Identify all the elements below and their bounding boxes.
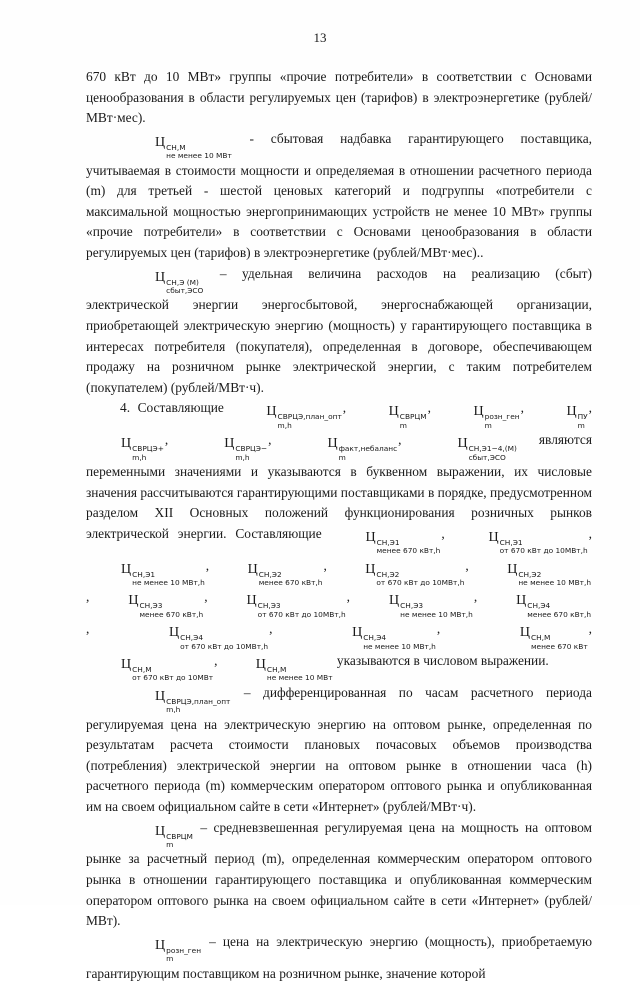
symbol-indices <box>139 602 203 619</box>
page-number: 13 <box>313 30 327 45</box>
tariff-symbol <box>213 593 346 619</box>
tariff-symbol <box>318 625 436 651</box>
symbol-indices <box>527 602 591 619</box>
symbol-base: Ц <box>121 436 132 452</box>
symbol-superscript: СВРЦЭ+ <box>132 444 164 454</box>
symbol-base: Ц <box>155 937 166 953</box>
tariff-symbol <box>486 625 588 651</box>
symbol-indices <box>132 571 205 588</box>
symbol-base: Ц <box>155 823 166 839</box>
symbol-base: Ц <box>516 593 527 609</box>
symbol-subscript: не менее 10 МВт <box>266 673 333 683</box>
tariff-symbol <box>121 270 203 296</box>
symbol-superscript: СН,М <box>166 142 186 152</box>
symbol-subscript: менее 670 кВт <box>530 641 588 651</box>
symbol-subscript: m <box>484 420 492 430</box>
symbol-subscript: менее 670 кВт,h <box>376 546 441 556</box>
symbol-subscript: не менее 10 МВт,h <box>132 577 205 587</box>
symbol-superscript: СВРЦМ <box>399 412 427 422</box>
constant-symbol-list: Ц СН,Э1 менее 670 кВт,h , Ц СН,Э1 от 670 кВт до 10МВт,h , Ц СН,Э1 не менее 10 МВт,h , Ц СН,Э2 менее 670 кВт,h , Ц СН,Э2 от 670 кВт до 10МВт,h , Ц СН,Э2 не менее 10 МВт,h , Ц СН,Э3 менее 670 кВт,h , Ц СН,Э3 от 670 кВт до 10МВт,h , Ц СН,Э3 не менее 10 МВт,h , Ц СН,Э4 менее 670 кВт,h , Ц СН,Э4 от 670 кВт до 10МВт,h , Ц СН,Э4 не менее 10 МВт,h , Ц СН,М менее 670 кВт , Ц СН,М от 670 кВт до 10МВт , Ц СН,М не менее 10 МВт <box>86 525 593 683</box>
symbol-indices <box>258 602 346 619</box>
symbol-superscript: СН,М <box>132 665 152 674</box>
symbol-base: Ц <box>566 404 577 420</box>
symbol-indices <box>267 666 333 683</box>
tariff-symbol <box>135 625 268 651</box>
paragraph-text: - сбытовая надбавка гарантирующего поставщика, учитываемая в стоимости мощности и определяемая в отношении расчетного периода (m) для третьей - шестой ценовых категорий и подгруппы «потребители с максимальной мощностью энергопринимающих устройств не менее 10 МВт» группы «прочие потребители» в соответствии с Основами ценообразования в области регулируемых цен (тарифов) в электроэнергетике (рублей/МВт·мес).. <box>86 130 592 260</box>
symbol-indices <box>485 413 520 430</box>
symbol-subscript: m <box>577 420 585 430</box>
symbol-indices <box>180 634 268 651</box>
symbol-base: Ц <box>247 561 258 577</box>
tariff-symbol <box>190 436 267 462</box>
symbol-base: Ц <box>473 404 484 420</box>
symbol-base: Ц <box>365 529 376 545</box>
symbol-subscript: не менее 10 МВт <box>166 151 232 161</box>
paragraph <box>86 129 592 264</box>
tariff-symbol <box>482 593 591 619</box>
symbol-base: Ц <box>519 625 530 641</box>
symbol-base: Ц <box>155 134 166 150</box>
symbol-subscript: m <box>166 840 174 849</box>
tariff-symbol <box>355 404 427 430</box>
symbol-indices <box>400 413 427 430</box>
symbol-subscript: менее 670 кВт,h <box>139 609 204 619</box>
symbol-subscript: менее 670 кВт,h <box>527 609 592 619</box>
symbol-subscript: сбыт,ЭСО <box>166 285 204 295</box>
symbol-subscript: сбыт,ЭСО <box>468 452 506 462</box>
tariff-symbol <box>331 562 464 588</box>
symbol-subscript: m <box>166 954 174 964</box>
symbol-base: Ц <box>488 529 499 545</box>
symbol-superscript: СН,Э2 <box>518 569 542 579</box>
symbol-subscript: не менее 10 МВт,h <box>518 577 592 587</box>
symbol-subscript: m,h <box>166 705 181 715</box>
symbol-indices <box>500 539 588 556</box>
symbol-base: Ц <box>389 593 400 609</box>
symbol-superscript: СВРЦЭ− <box>235 444 268 454</box>
tariff-symbol <box>222 657 333 683</box>
symbol-indices <box>469 445 517 462</box>
symbol-superscript: СВРЦЭ,план_опт <box>277 412 342 422</box>
paragraph <box>86 818 592 932</box>
tariff-symbol <box>423 436 516 462</box>
symbol-base: Ц <box>128 593 139 609</box>
tariff-symbol <box>355 593 473 619</box>
symbol-base: Ц <box>388 404 399 420</box>
symbol-indices <box>235 445 267 462</box>
tariff-symbol <box>214 562 323 588</box>
tariff-symbol <box>455 530 588 556</box>
symbol-base: Ц <box>224 436 235 452</box>
symbol-superscript: СН,Э1 <box>132 569 156 579</box>
symbol-subscript: m,h <box>277 420 292 430</box>
symbol-base: Ц <box>246 593 257 609</box>
symbol-superscript: СВРЦМ <box>166 831 193 841</box>
paragraph-text: являются переменными значениями и указываются в буквенном выражении, их числовые значения рассчитываются гарантирующими поставщиками в порядке, предусмотренном разделом XII Основных положений функционирования розничных рынков электрической энергии. Составляющие <box>86 432 592 541</box>
tariff-symbol <box>532 404 587 430</box>
paragraph <box>86 932 592 984</box>
symbol-subscript: от 670 кВт до 10МВт <box>132 673 214 683</box>
symbol-indices <box>166 947 201 964</box>
symbol-base: Ц <box>155 688 166 704</box>
symbol-superscript: розн_ген <box>484 412 520 422</box>
tariff-symbol <box>473 562 591 588</box>
symbol-indices <box>377 539 441 556</box>
paragraph-text: указываются в числовом выражении. <box>333 653 549 668</box>
symbol-indices <box>531 634 588 651</box>
symbol-indices <box>259 571 323 588</box>
tariff-symbol <box>232 404 341 430</box>
symbol-superscript: СН,Э1 <box>376 537 400 547</box>
symbol-subscript: m <box>399 420 407 430</box>
symbol-indices <box>363 634 436 651</box>
symbol-subscript: от 670 кВт до 10МВт,h <box>257 609 346 619</box>
symbol-indices <box>166 698 230 715</box>
symbol-base: Ц <box>121 657 132 672</box>
document-body <box>86 67 592 984</box>
paragraph: 670 кВт до 10 МВт» группы «прочие потребители» в соответствии с Основами ценообразования в области регулируемых цен (тарифов) в электроэнергетике (рублей/МВт·мес). <box>86 69 592 126</box>
symbol-superscript: СН,Э3 <box>139 601 163 611</box>
paragraph <box>86 264 592 399</box>
symbol-base: Ц <box>352 625 363 641</box>
symbol-indices <box>166 144 232 161</box>
symbol-subscript: от 670 кВт до 10МВт,h <box>499 546 588 556</box>
symbol-indices <box>166 833 193 850</box>
paragraph-text: 4. Составляющие <box>120 400 232 416</box>
symbol-base: Ц <box>266 404 277 420</box>
symbol-subscript: от 670 кВт до 10МВт,h <box>376 577 465 587</box>
symbol-base: Ц <box>121 561 132 577</box>
symbol-superscript: розн_ген <box>166 945 202 955</box>
symbol-superscript: СН,Э4 <box>180 633 204 643</box>
symbol-superscript: ПУ <box>577 412 588 422</box>
tariff-symbol <box>94 593 203 619</box>
symbol-superscript: СН,Э2 <box>376 569 400 579</box>
symbol-superscript: СН,Э1−4,(М) <box>468 444 517 454</box>
symbol-superscript: СВРЦЭ,план_опт <box>166 696 231 706</box>
tariff-symbol <box>87 657 213 683</box>
symbol-subscript: от 670 кВт до 10МВт,h <box>180 641 269 651</box>
tariff-symbol <box>121 824 193 850</box>
tariff-symbol <box>293 436 397 462</box>
symbol-subscript: не менее 10 МВт,h <box>400 609 473 619</box>
tariff-symbol <box>121 689 230 715</box>
paragraph <box>86 398 592 682</box>
tariff-symbol <box>87 562 205 588</box>
tariff-symbol <box>440 404 520 430</box>
symbol-superscript: СН,Э4 <box>363 633 387 643</box>
symbol-subscript: менее 670 кВт,h <box>258 577 323 587</box>
symbol-base: Ц <box>255 657 266 672</box>
symbol-indices <box>278 413 342 430</box>
symbol-superscript: СН,Э3 <box>257 601 281 611</box>
symbol-subscript: m,h <box>132 452 147 462</box>
symbol-superscript: СН,Э4 <box>527 601 551 611</box>
symbol-indices <box>376 571 464 588</box>
symbol-superscript: СН,Э3 <box>400 601 424 611</box>
tariff-symbol <box>331 530 440 556</box>
variable-symbol-list: Ц СВРЦЭ,план_опт m,h , Ц СВРЦМ m , Ц розн_ген m , Ц ПУ m , Ц СВРЦЭ+ m,h , Ц СВРЦЭ− m,h , Ц факт,небаланс m , Ц СН,Э1−4,(М) сбыт,ЭСО <box>86 400 592 447</box>
paragraph-text: – цена на электрическую энергию (мощность), приобретаемую гарантирующим поставщиком на розничном рынке, значение которой <box>86 933 592 981</box>
symbol-superscript: факт,небаланс <box>338 444 398 454</box>
tariff-symbol <box>121 135 232 161</box>
symbol-indices <box>166 279 203 296</box>
symbol-indices <box>518 571 591 588</box>
symbol-base: Ц <box>155 269 166 285</box>
tariff-symbol <box>87 436 164 462</box>
symbol-subscript: m <box>338 452 346 462</box>
symbol-superscript: СН,Э2 <box>258 569 282 579</box>
symbol-base: Ц <box>365 561 376 577</box>
symbol-indices <box>132 445 164 462</box>
symbol-subscript: не менее 10 МВт,h <box>363 641 436 651</box>
symbol-base: Ц <box>327 436 338 452</box>
symbol-superscript: СН,М <box>530 633 551 643</box>
symbol-superscript: СН,М <box>266 665 287 674</box>
tariff-symbol <box>121 938 201 964</box>
paragraph-text: – удельная величина расходов на реализацию (сбыт) электрической энергии энергосбытовой, энергоснабжающей организации, приобретающей электрическую энергию (мощность) у гарантирующего поставщика в интересах потребителя (покупателя), определенная в договоре, обеспечивающем продажу на розничном рынке электрической энергии, с таким потребителем (покупателем) (рублей/МВт·ч). <box>86 265 592 395</box>
symbol-indices <box>339 445 398 462</box>
symbol-indices <box>578 413 588 430</box>
paragraph <box>86 683 592 818</box>
symbol-superscript: СН,Э (М) <box>166 277 199 287</box>
symbol-base: Ц <box>168 625 180 641</box>
paragraph-text: – средневзвешенная регулируемая цена на мощность на оптовом рынке за расчетный период (m), определенная коммерческим оператором оптового рынка в отношении гарантирующего поставщика и опубликованная коммерческим оператором оптового рынка на своем официальном сайте в сети «Интернет» (рублей/МВт). <box>86 819 592 929</box>
symbol-indices <box>132 666 213 683</box>
symbol-superscript: СН,Э1 <box>499 537 523 547</box>
symbol-indices <box>400 602 473 619</box>
symbol-base: Ц <box>457 436 468 452</box>
paragraph-text: – дифференцированная по часам расчетного периода регулируемая цена на электрическую энергию на оптовом рынке, определенная по результатам расчета стоимости плановых почасовых объемов производства (потребления) электрической энергии на оптовом рынке в отношении часа (h) расчетного периода (m) коммерческим оператором оптового рынка и опубликованная им на своем официальном сайте в сети «Интернет» (рублей/МВт·ч). <box>86 684 592 814</box>
symbol-base: Ц <box>507 561 518 577</box>
symbol-subscript: m,h <box>235 452 250 462</box>
